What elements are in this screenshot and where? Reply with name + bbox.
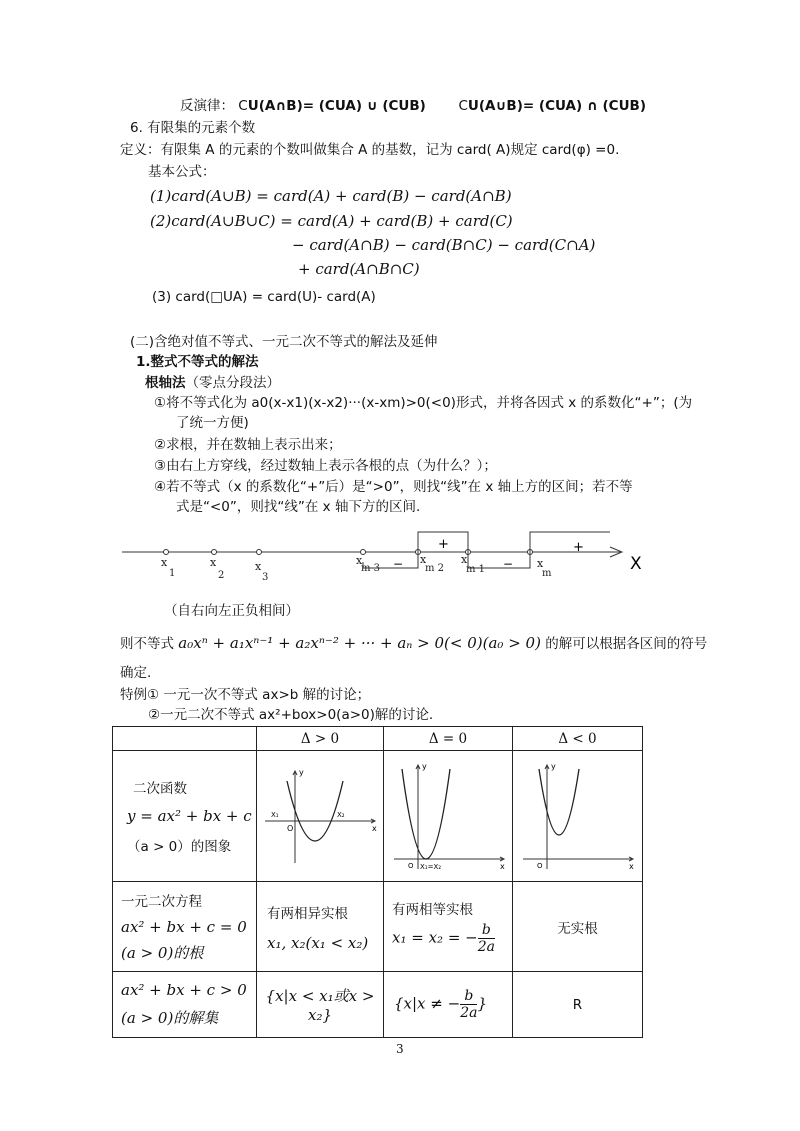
sign-minus-1: − bbox=[503, 557, 514, 571]
number-axis-diagram bbox=[0, 520, 800, 590]
svg-text:O: O bbox=[408, 862, 414, 870]
step-1b: 了统一方便) bbox=[176, 415, 249, 431]
sign-minus-2: − bbox=[393, 557, 404, 571]
part2-sub1: 1.整式不等式的解法 bbox=[136, 354, 259, 370]
parabola-curve bbox=[539, 769, 579, 835]
section6-definition: 定义：有限集 A 的元素的个数叫做集合 A 的基数，记为 card( A)规定 card(φ) =0. bbox=[120, 142, 620, 158]
method-note: （零点分段法） bbox=[185, 375, 280, 391]
section6-heading: 6. 有限集的元素个数 bbox=[130, 120, 256, 136]
svg-text:x: x bbox=[629, 862, 634, 871]
special-case-2: ②一元二次不等式 ax²+box>0(a>0)解的讨论. bbox=[148, 707, 434, 723]
root-x2-dot bbox=[212, 550, 217, 555]
header-delta-negative: Δ < 0 bbox=[513, 727, 643, 751]
section6-basic-label: 基本公式： bbox=[148, 164, 216, 180]
demorgan-label: 反演律： bbox=[180, 98, 234, 114]
header-delta-zero: Δ = 0 bbox=[384, 727, 513, 751]
root-x1-dot bbox=[164, 550, 169, 555]
formula-1: (1)card(A∪B) = card(A) + card(B) − card(A∩B) bbox=[150, 187, 512, 205]
graph-delta-negative bbox=[513, 751, 643, 882]
demorgan-law-1: CU(A∩B)= (CUA) ∪ (CUB) bbox=[238, 98, 426, 114]
step-4a: ④若不等式（x 的系数化“+”后）是“>0”，则找“线”在 x 轴上方的区间；若不等 bbox=[154, 479, 633, 495]
para-tail: 的解可以根据各区间的符号 bbox=[545, 636, 708, 652]
svg-text:y: y bbox=[422, 762, 427, 771]
para-line-1 bbox=[120, 634, 707, 653]
sign-plus-middle: + bbox=[438, 537, 449, 552]
svg-text:O: O bbox=[287, 824, 294, 833]
roots-delta-negative: 无实根 bbox=[513, 882, 643, 972]
fraction-b-over-2a-2: $\frac{b}{2a}$ bbox=[460, 988, 478, 1021]
label-x3: x bbox=[255, 560, 262, 573]
roots-delta-positive: 有两相异实根 x₁, x₂(x₁ < x₂) bbox=[257, 882, 384, 972]
svg-text:y: y bbox=[551, 762, 556, 771]
label-xm-sub: m bbox=[542, 568, 552, 579]
label-xm2-sub: m 2 bbox=[425, 563, 445, 574]
demorgan-law-2: CU(A∪B)= (CUA) ∩ (CUB) bbox=[458, 98, 647, 114]
row-label-graph: 二次函数 y = ax² + bx + c （a > 0）的图象 bbox=[113, 751, 257, 882]
step-4b: 式是“<0”，则找“线”在 x 轴下方的区间. bbox=[176, 499, 421, 515]
header-delta-positive: Δ > 0 bbox=[257, 727, 384, 751]
parabola-double-root-graph bbox=[384, 751, 512, 877]
table-header-row bbox=[113, 727, 643, 751]
label-x3-sub: 3 bbox=[262, 572, 269, 583]
roots-delta-zero: 有两相等实根 x₁ = x₂ = − $\frac{b}{2a}$ bbox=[384, 882, 513, 972]
table-row-solution-set bbox=[113, 972, 643, 1038]
label-xm3: x bbox=[356, 554, 363, 567]
label-x2-sub: 2 bbox=[218, 570, 225, 581]
page-number: 3 bbox=[396, 1042, 404, 1056]
demorgan-line bbox=[180, 97, 646, 115]
label-xm: x bbox=[537, 557, 544, 570]
table-row-roots bbox=[113, 882, 643, 972]
header-empty-cell bbox=[113, 727, 257, 751]
label-xm1: x bbox=[461, 553, 468, 566]
para-line-2: 确定. bbox=[120, 665, 152, 681]
axis-label-x: X bbox=[630, 554, 642, 574]
formula-2a: (2)card(A∪B∪C) = card(A) + card(B) + card(C) bbox=[150, 212, 513, 230]
svg-text:x: x bbox=[372, 824, 377, 833]
table-row-graph bbox=[113, 751, 643, 882]
fraction-b-over-2a: $\frac{b}{2a}$ bbox=[477, 922, 495, 955]
sign-plus-right: + bbox=[573, 540, 584, 555]
label-x2: x bbox=[210, 556, 217, 569]
svg-text:X₂: X₂ bbox=[337, 811, 345, 819]
graph-delta-positive bbox=[257, 751, 384, 882]
step-1a: ①将不等式化为 a0(x-x1)(x-x2)···(x-xm)>0(<0)形式，并将各因式 x 的系数化“+”；(为 bbox=[154, 395, 693, 411]
label-xm2: x bbox=[420, 553, 427, 566]
svg-text:y: y bbox=[299, 768, 304, 777]
special-case-1: 特例① 一元一次不等式 ax>b 解的讨论； bbox=[120, 687, 371, 703]
formula-2c: + card(A∩B∩C) bbox=[298, 260, 420, 278]
root-x3-dot bbox=[257, 550, 262, 555]
label-xm3-sub: m 3 bbox=[361, 563, 381, 574]
step-2: ②求根，并在数轴上表示出来； bbox=[154, 437, 342, 453]
parabola-no-root-graph bbox=[513, 751, 642, 877]
method-line bbox=[145, 374, 280, 392]
svg-text:O: O bbox=[537, 862, 543, 870]
label-xm1-sub: m 1 bbox=[466, 564, 486, 575]
svg-text:x: x bbox=[500, 862, 505, 871]
svg-text:X₁: X₁ bbox=[271, 811, 279, 819]
solution-delta-positive: {x|x < x₁或x > x₂} bbox=[257, 972, 384, 1038]
graph-delta-zero bbox=[384, 751, 513, 882]
step-3: ③由右上方穿线，经过数轴上表示各根的点（为什么？）； bbox=[154, 458, 497, 474]
solution-delta-negative: R bbox=[513, 972, 643, 1038]
svg-text:X₁=X₂: X₁=X₂ bbox=[420, 863, 442, 871]
parabola-two-roots-graph bbox=[257, 751, 383, 877]
part2-heading: (二)含绝对值不等式、一元二次不等式的解法及延伸 bbox=[130, 334, 438, 350]
label-x1: x bbox=[161, 556, 168, 569]
solution-delta-zero: {x|x ≠ − $\frac{b}{2a}$ } bbox=[384, 972, 513, 1038]
row-label-roots: 一元二次方程 ax² + bx + c = 0 (a > 0)的根 bbox=[113, 882, 257, 972]
axis-caption: （自右向左正负相间） bbox=[164, 603, 299, 619]
para-lead: 则不等式 bbox=[120, 636, 174, 652]
formula-3: (3) card(□UA) = card(U)- card(A) bbox=[152, 289, 376, 305]
formula-2b: − card(A∩B) − card(B∩C) − card(C∩A) bbox=[292, 236, 596, 254]
label-x1-sub: 1 bbox=[169, 568, 176, 579]
method-name: 根轴法 bbox=[145, 375, 186, 391]
para-expression: a₀xⁿ + a₁xⁿ⁻¹ + a₂xⁿ⁻² + ··· + aₙ > 0(< 0)(a₀ > 0) bbox=[178, 634, 541, 652]
parabola-curve bbox=[402, 769, 450, 859]
quadratic-table bbox=[112, 726, 643, 1038]
row-label-solution-set: ax² + bx + c > 0 (a > 0)的解集 bbox=[113, 972, 257, 1038]
